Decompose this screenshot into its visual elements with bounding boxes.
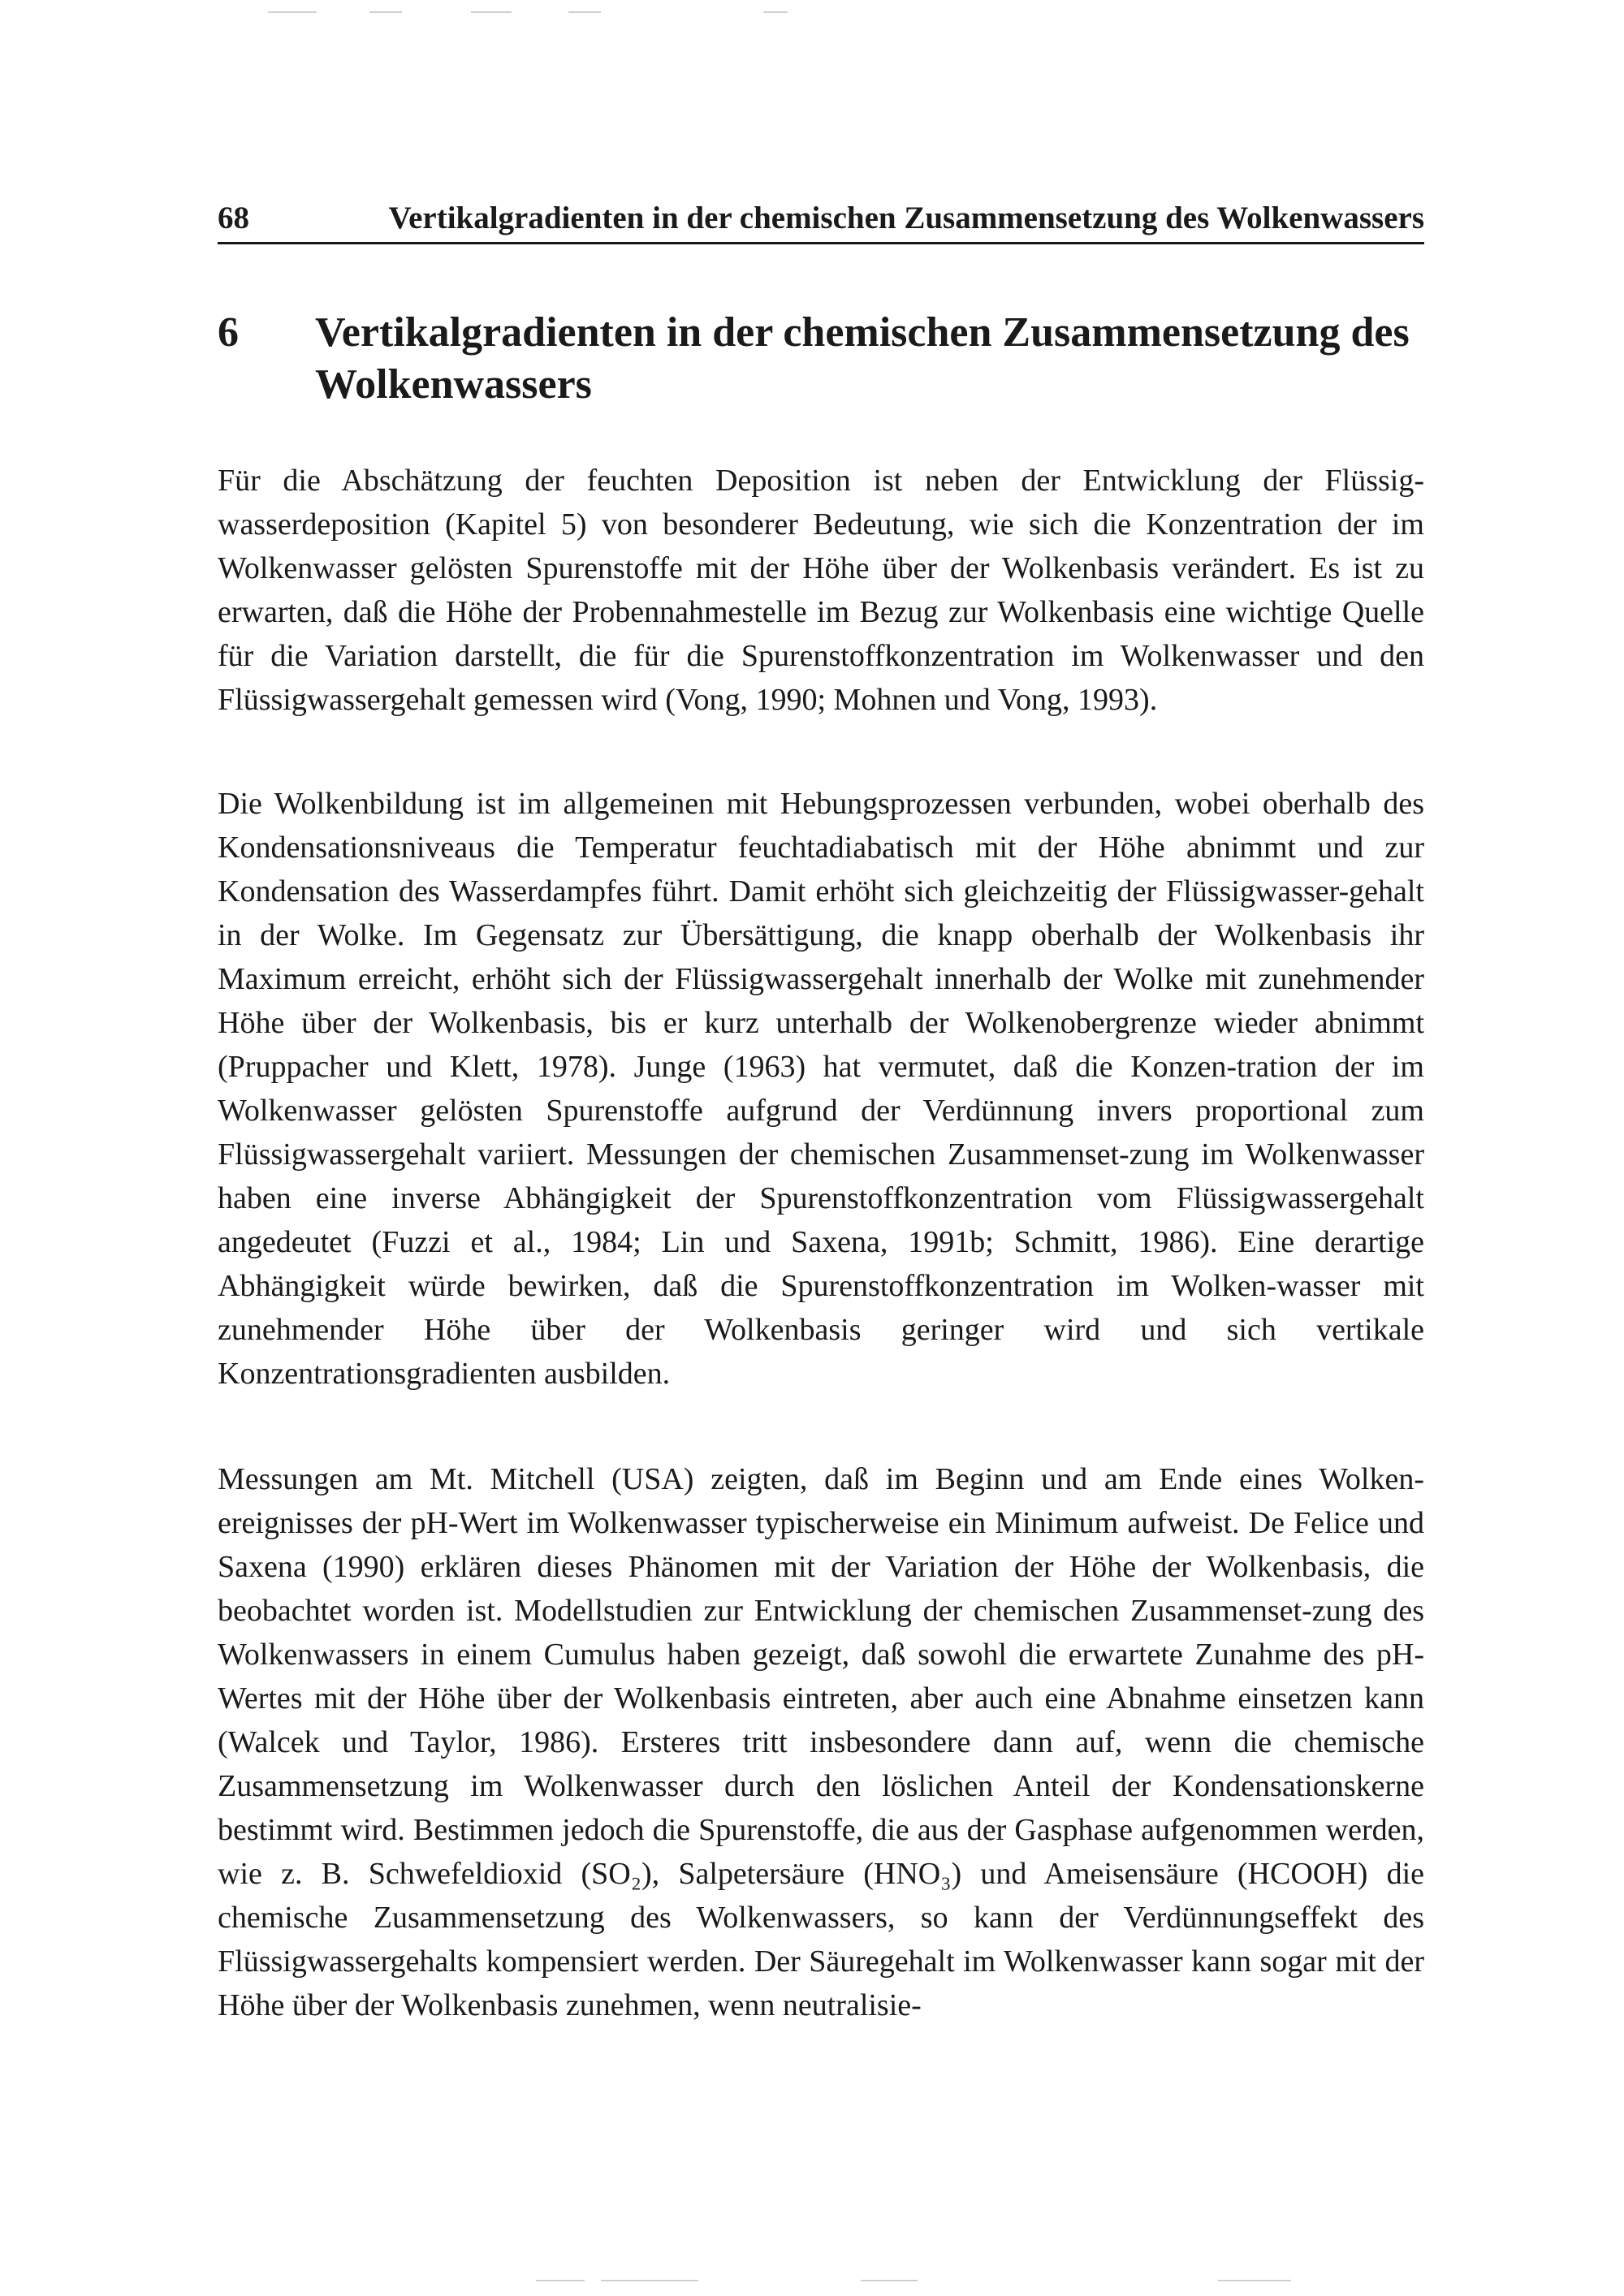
running-title: Vertikalgradienten in der chemischen Zusammensetzung des Wolkenwassers <box>388 201 1424 235</box>
chapter-title: Vertikalgradienten in der chemischen Zusammensetzung des Wolkenwassers <box>315 309 1410 408</box>
chapter-heading <box>218 307 1424 411</box>
body-paragraph: Für die Abschätzung der feuchten Deposition ist neben der Entwicklung der Flüssig-wasserdeposition (Kapitel 5) von besonderer Bedeutung, wie sich die Konzentration der im Wolkenwasser gelösten Spurenstoffe mit der Höhe über der Wolkenbasis verändert. Es ist zu erwarten, daß die Höhe der Probennahmestelle im Bezug zur Wolkenbasis eine wichtige Quelle für die Variation darstellt, die für die Spurenstoffkonzentration im Wolkenwasser und den Flüssigwassergehalt gemessen wird (Vong, 1990; Mohnen und Vong, 1993). <box>218 464 1424 717</box>
chapter-number: 6 <box>218 309 239 356</box>
body-paragraph: Die Wolkenbildung ist im allgemeinen mit Hebungsprozessen verbunden, wobei oberhalb des Kondensationsniveaus die Temperatur feuchtadiabatisch mit der Höhe abnimmt und zur Kondensation des Wasserdampfes führt. Damit erhöht sich gleichzeitig der Flüssigwasser-gehalt in der Wolke. Im Gegensatz zur Übersättigung, die knapp oberhalb der Wolkenbasis ihr Maximum erreicht, erhöht sich der Flüssigwassergehalt innerhalb der Wolke mit zunehmender Höhe über der Wolkenbasis, bis er kurz unterhalb der Wolkenobergrenze wieder abnimmt (Pruppacher und Klett, 1978). Junge (1963) hat vermutet, daß die Konzen-tration der im Wolkenwasser gelösten Spurenstoffe aufgrund der Verdünnung invers proportional zum Flüssigwassergehalt variiert. Messungen der chemischen Zusammenset-zung im Wolkenwasser haben eine inverse Abhängigkeit der Spurenstoffkonzentration vom Flüssigwassergehalt angedeutet (Fuzzi et al., 1984; Lin und Saxena, 1991b; Schmitt, 1986). Eine derartige Abhängigkeit würde bewirken, daß die Spurenstoffkonzentration im Wolken-wasser mit zunehmender Höhe über der Wolkenbasis geringer wird und sich vertikale Konzentrationsgradienten ausbilden. <box>218 787 1424 1391</box>
page-number: 68 <box>218 201 249 235</box>
running-header <box>218 195 1424 244</box>
body-paragraph: Messungen am Mt. Mitchell (USA) zeigten, daß im Beginn und am Ende eines Wolken-ereignisses der pH-Wert im Wolkenwasser typischerweise ein Minimum aufweist. De Felice und Saxena (1990) erklären dieses Phänomen mit der Variation der Höhe der Wolkenbasis, die beobachtet worden ist. Modellstudien zur Entwicklung der chemischen Zusammenset-zung des Wolkenwassers in einem Cumulus haben gezeigt, daß sowohl die erwartete Zunahme des pH-Wertes mit der Höhe über der Wolkenbasis eintreten, aber auch eine Abnahme einsetzen kann (Walcek und Taylor, 1986). Ersteres tritt insbesondere dann auf, wenn die chemische Zusammensetzung im Wolkenwasser durch den löslichen Anteil der Kondensationskerne bestimmt wird. Bestimmen jedoch die Spurenstoffe, die aus der Gasphase aufgenommen werden, wie z. B. Schwefeldioxid (SO₂), Salpetersäure (HNO₃) und Ameisensäure (HCOOH) die chemische Zusammensetzung des Wolkenwassers, so kann der Verdünnungseffekt des Flüssigwassergehalts kompensiert werden. Der Säuregehalt im Wolkenwasser kann sogar mit der Höhe über der Wolkenbasis zunehmen, wenn neutralisie- <box>218 1462 1424 2022</box>
